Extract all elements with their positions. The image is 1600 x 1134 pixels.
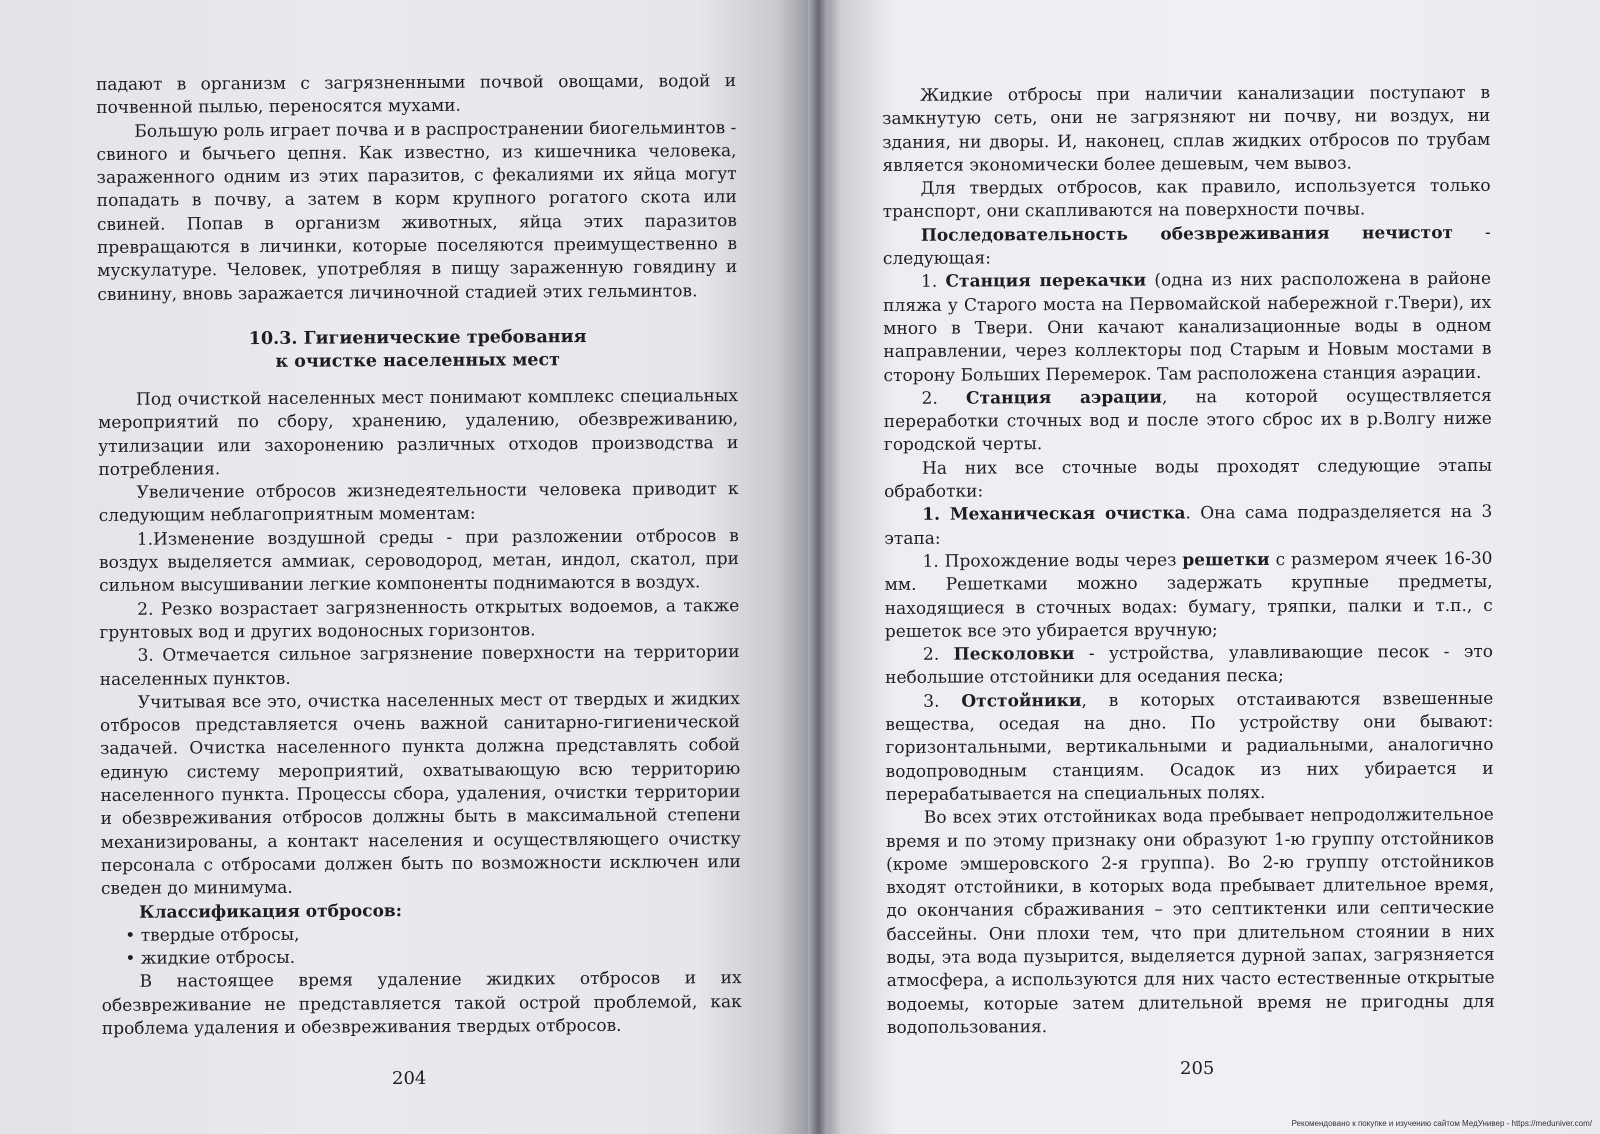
right-page-text	[882, 82, 1495, 1040]
paragraph-text: - устройства, улавливающие песок - это небольшие отстойники для оседания песка;	[885, 641, 1494, 689]
bold-term: 1. Механическая очистка	[922, 503, 1186, 526]
paragraph-text: (одна из них расположена в районе пляжа у Старого моста на Первомайской набережной г.Твери), их много в Твери. Они качают канализационные воды в одном направлении, через коллекторы под Старым и Новым мостами в сторону Больших Перемерок. Там расположена станция аэрации.	[883, 269, 1492, 386]
item-number: 1.	[920, 272, 946, 293]
bold-term: Последовательность обезвреживания нечистот	[920, 222, 1454, 246]
paragraph	[883, 268, 1492, 388]
paragraph-text: 1. Прохождение воды через	[922, 550, 1183, 572]
paragraph: 1.Изменение воздушной среды - при разложении отбросов в воздух выделяется аммиак, сероводород, метан, индол, скатол, при сильном высушивании легкие компоненты поднимаются в воздух.	[98, 525, 740, 597]
bold-term: Песколовки	[953, 644, 1075, 665]
section-heading-line: 10.3. Гигиенические требования	[248, 326, 587, 350]
paragraph: падают в организм с загрязненными почвой овощами, водой и почвенной пылью, переносятся мухами.	[96, 71, 737, 119]
watermark: Рекомендовано к покупке и изучению сайтом МедУнивер - https://meduniver.com/	[1291, 1119, 1592, 1128]
paragraph: В настоящее время удаление жидких отбросов и их обезвреживание не представляется такой острой проблемой, как проблема удаления и обезвреживания твердых отбросов.	[101, 968, 742, 1039]
paragraph-text: с размером ячеек 16-30 мм. Решетками можно задержать крупные предметы, находящиеся в сточных водах: бумагу, тряпки, палки и т.п., с решеток все это убирается вручную;	[884, 548, 1493, 642]
paragraph: Жидкие отбросы при наличии канализации поступают в замкнутую сеть, они не загрязняют ни почву, ни воздух, ни здания, ни дворы. И, наконец, сплав жидких отбросов по трубам является экономически более дешевым, чем вывоз.	[882, 82, 1491, 176]
item-number: 2.	[922, 644, 954, 665]
bullet-item: • жидкие отбросы.	[125, 947, 296, 969]
paragraph-text: , на которой осуществляется переработки сточных вод и после этого сброс их в р.Волгу ниже городской черты.	[883, 385, 1492, 456]
classification-heading-text: Классификация отбросов:	[139, 900, 403, 923]
paragraph	[883, 222, 1491, 272]
item-number: 3.	[923, 691, 962, 712]
section-heading-line: к очистке населенных мест	[275, 350, 561, 372]
paragraph	[884, 385, 1492, 458]
bullet-item: • твердые отбросы,	[125, 924, 300, 946]
paragraph: Большую роль играет почва и в распространении биогельминтов - свиного и бычьего цепня. Как известно, из кишечника человека, зараженного одним из этих паразитов, с фекалиями их яйца могут попадать в почву, а затем в корм крупного рогатого скота или свиней. Попав в организм животных, яйца этих паразитов превращаются в личинки, которые поселяются преимущественно в мускулатуре. Человек, употребляя в пищу зараженную говядину и свинину, вновь заражается личиночной стадией этих гельминтов.	[96, 117, 738, 305]
paragraph	[885, 688, 1494, 808]
paragraph: Для твердых отбросов, как правило, используется только транспорт, они скапливаются на поверхности почвы.	[882, 176, 1491, 223]
paragraph-text: . Она сама подразделяется на 3 этапа:	[884, 502, 1493, 549]
bold-term: Станция аэрации	[965, 387, 1163, 409]
paragraph: Увеличение отбросов жизнедеятельности человека приводит к следующим неблагоприятным моментам:	[98, 479, 739, 527]
left-page-text	[96, 70, 742, 1041]
page-number: 205	[1180, 1058, 1215, 1079]
paragraph	[884, 501, 1492, 551]
paragraph-text: , в которых отстаиваются взвешенные вещества, оседая на дно. По устройству они бывают: горизонтальными, вертикальными и радиальными, аналогично водопроводным станциям. Осадок из них убирается и перерабатывается на специальных полях.	[885, 688, 1494, 805]
paragraph: На них все сточные воды проходят следующие этапы обработки:	[884, 455, 1493, 503]
right-page	[818, 0, 1600, 1134]
paragraph: Учитывая все это, очистка населенных мест от твердых и жидких отбросов представляется очень важной санитарно-гигиенической задачей. Очистка населенного пункта должна представлять собой единую систему мероприятий, охватывающую всю территорию населенного пункта. Процессы сбора, удаления, очистки территории и обезвреживания отбросов должны быть в максимальной степени механизированы, а контакт населения и осуществляющего очистку персонала с отбросами должен быть по возможности исключен или сведен до минимума.	[99, 688, 741, 900]
paragraph-text: - следующая:	[882, 222, 1491, 270]
paragraph	[884, 548, 1492, 644]
item-number: 2.	[921, 388, 967, 409]
paragraph: 2. Резко возрастает загрязненность открытых водоемов, а также грунтовых вод и других водоносных горизонтов.	[99, 595, 740, 643]
bold-term: Станция перекачки	[945, 270, 1147, 293]
bold-term: решетки	[1182, 549, 1270, 571]
page-number: 204	[392, 1068, 427, 1089]
book-gutter	[808, 0, 828, 1134]
bold-term: Отстойники	[961, 690, 1082, 712]
paragraph	[885, 641, 1493, 691]
paragraph: 3. Отмечается сильное загрязнение поверхности на территории населенных пунктов.	[99, 642, 740, 690]
paragraph: Под очисткой населенных мест понимают комплекс специальных мероприятий по сбору, хранению, удалению, обезвреживанию, утилизации или захоронению различных отходов производства и потребления.	[98, 386, 739, 480]
paragraph: Во всех этих отстойниках вода пребывает непродолжительное время и по этому признаку они образуют 1-ю группу отстойников (кроме эмшеровского 2-я группа). Во 2-ю группу отстойников входят отстойники, в которых вода пребывает длительное время, до окончания сбраживания – это септиктенки или септические бассейны. Они плохи тем, что при длительном стоянии в них воды, эта вода пузырится, выделяется дурной запах, загрязняется атмосфера, а используются для них часто естественные открытые водоемы, которые затем длительной время не пригодны для водопользования.	[885, 805, 1495, 1038]
section-heading	[98, 325, 738, 375]
